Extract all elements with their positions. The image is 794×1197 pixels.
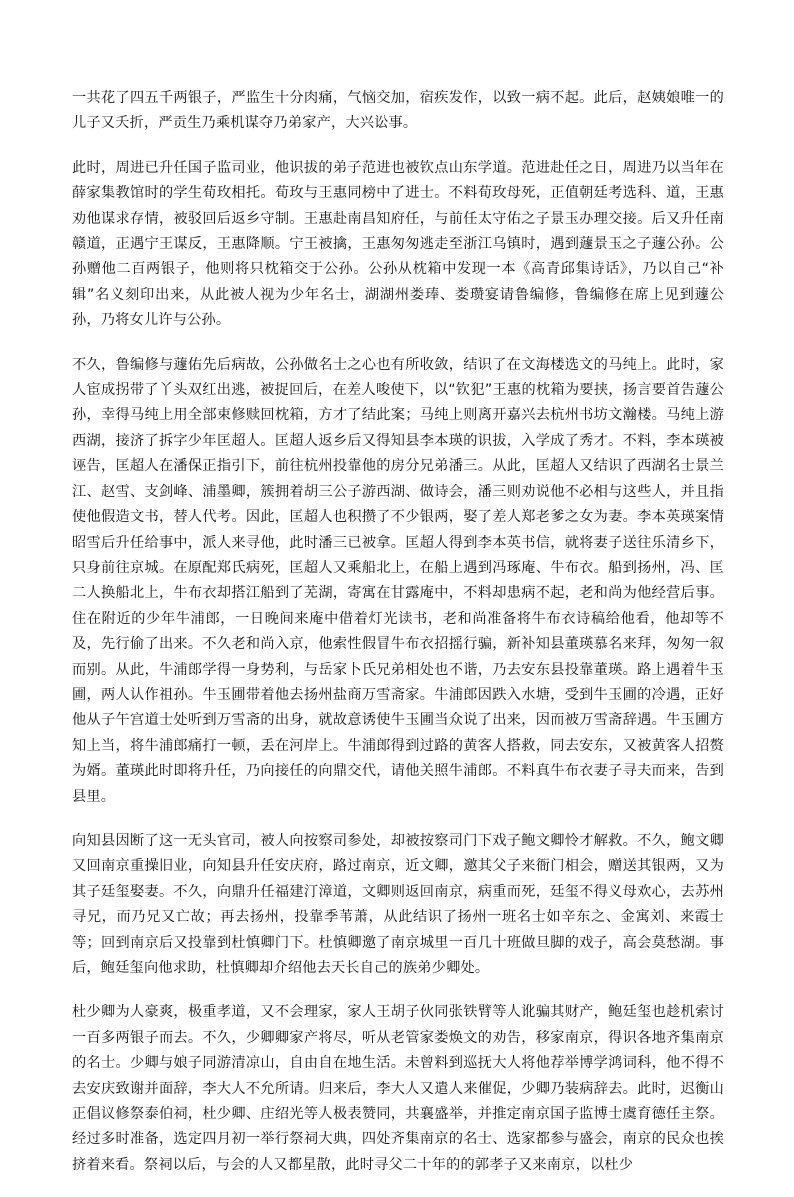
- paragraph-4: 向知县因断了这一无头官司，被人向按察司参处，却被按察司门下戏子鲍文卿怜才解救。不久，鲍文卿又回南京重操旧业，向知县升任安庆府，路过南京，近文卿，邀其父子来衙门相会，赠送其银两，又为其子廷玺娶妻。不久，向鼎升任福建汀漳道，文卿则返回南京，病重而死，廷玺不得义母欢心，去苏州寻兄，而乃兄又亡故；再去扬州，投靠季苇萧，从此结识了扬州一班名士如辛东之、金寓刘、来霞士等；回到南京后又投靠到杜慎卿门下。杜慎卿邀了南京城里一百几十班做旦脚的戏子，高会莫愁湖。事后，鲍廷玺向他求助，杜慎卿却介绍他去天长自己的族弟少卿处。: [72, 832, 724, 976]
- document-page: [72, 86, 724, 1197]
- paragraph-5: 杜少卿为人豪爽，极重孝道，又不会理家，家人王胡子伙同张铁臂等人讹骗其财产，鲍廷玺也趁机索讨一百多两银子而去。不久，少卿卿家产将尽，听从老管家娄焕文的劝告，移家南京，得识各地齐集南京的名士。少卿与娘子同游清凉山，自由自在地生活。未曾料到巡抚大人将他荐举博学鸿词科，他不得不去安庆致谢并面辞，李大人不允所请。归来后，李大人又遣人来催促，少卿乃装病辞去。此时，迟衡山正倡议修祭泰伯祠，杜少卿、庄绍光等人极表赞同，共襄盛举，并推定南京国子监博士虞育德任主祭。经过多时准备，选定四月初一举行祭祠大典，四处齐集南京的名士、选家都参与盛会，南京的民众也挨挤着来看。祭祠以后，与会的人又都星散，此时寻父二十年的的郭孝子又来南京，以杜少: [72, 1004, 724, 1173]
- paragraph-3: 不久，鲁编修与蘧佑先后病故，公孙做名士之心也有所收敛，结识了在文海楼选文的马纯上。此时，家人宦成拐带了丫头双红出逃，被捉回后，在差人唆使下，以“钦犯”王惠的枕箱为要挟，扬言要首告蘧公孙，幸得马纯上用全部束修赎回枕箱，方才了结此案；马纯上则离开嘉兴去杭州书坊文瀚楼。马纯上游西湖，接济了拆字少年匡超人。匡超人返乡后又得知县李本瑛的识拔，入学成了秀才。不料，李本瑛被诬告，匡超人在潘保正指引下，前往杭州投靠他的房分兄弟潘三。从此，匡超人又结识了西湖名士景兰江、赵雪、支剑峰、浦墨卿，簇拥着胡三公子游西湖、做诗会，潘三则劝说他不必相与这些人，并且指使他假造文书，替人代考。因此，匡超人也积攒了不少银两，娶了差人郑老爹之女为妻。李本英瑛案情昭雪后升任给事中，派人来寻他，此时潘三已被拿。匡超人得到李本英书信，就将妻子送往乐清乡下，只身前往京城。在原配郑氏病死，匡超人又乘船北上，在船上遇到冯琢庵、牛布衣。船到扬州，冯、匡二人换船北上，牛布衣却搭江船到了芜湖，寄寓在甘露庵中，不料却患病不起，老和尚为他经营后事。住在附近的少年牛浦郎，一日晚间来庵中借着灯光读书，老和尚准备将牛布衣诗稿给他看，他却等不及，先行偷了出来。不久老和尚入京，他索性假冒牛布衣招摇行骗，新补知县董瑛慕名来拜，匆匆一叙而别。从此，牛浦郎学得一身势利，与岳家卜氏兄弟相处也不谐，乃去安东县投靠董瑛。路上遇着牛玉圃，两人认作祖孙。牛玉圃带着他去扬州盐商万雪斋家。牛浦郎因跌入水塘，受到牛玉圃的冷遇，正好他从子午宫道士处听到万雪斋的出身，就故意诱使牛玉圃当众说了出来，因而被万雪斋辞遇。牛玉圃方知上当，将牛浦郎痛打一顿，丢在河岸上。牛浦郎得到过路的黄客人搭救，同去安东，又被黄客人招赘为婿。董瑛此时即将升任，乃向接任的向鼎交代，请他关照牛浦郎。不料真牛布衣妻子寻夫而来，告到县里。: [72, 356, 724, 805]
- paragraph-1: 一共花了四五千两银子，严监生十分肉痛，气恼交加，宿疾发作，以致一病不起。此后，赵姨娘唯一的儿子又夭折，严贡生乃乘机谋夺乃弟家产，大兴讼事。: [72, 90, 724, 132]
- paragraph-2: 此时，周进已升任国子监司业，他识拔的弟子范进也被钦点山东学道。范进赴任之日，周进乃以当年在薛家集教馆时的学生荀玫相托。荀玫与王惠同榜中了进士。不料荀玫母死，正值朝廷考选科、道，王惠劝他谋求存情，被驳回后返乡守制。王惠赴南昌知府任，与前任太守佑之子景玉办理交接。后又升任南赣道，正遇宁王谋反，王惠降顺。宁王被擒，王惠匆匆逃走至浙江乌镇时，遇到蘧景玉之子蘧公孙。公孙赠他二百两银子，他则将只枕箱交于公孙。公孙从枕箱中发现一本《高青邱集诗话》，乃以自己“补辑”名义刻印出来，从此被人视为少年名士，湖湖州娄琫、娄瓒宴请鲁编修，鲁编修在席上见到蘧公孙，乃将女儿许与公孙。: [72, 159, 724, 329]
